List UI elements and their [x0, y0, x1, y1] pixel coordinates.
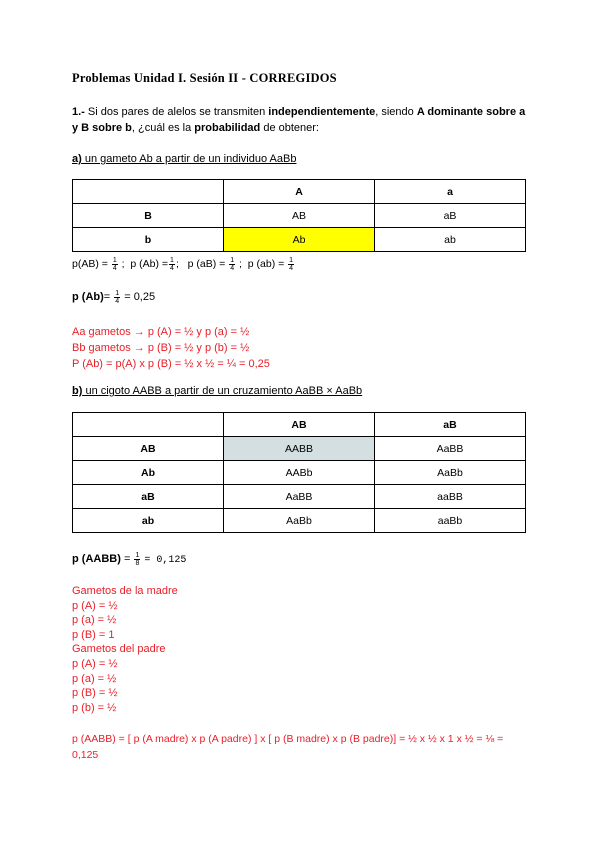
part-a-heading [72, 151, 532, 167]
note-line: Aa gametos → p (A) = ½ y p (a) = ½ [72, 326, 250, 338]
red-notes-a [72, 324, 532, 372]
result-a-label: p (Ab) [72, 291, 104, 303]
part-b-heading [72, 383, 532, 399]
table-row [73, 204, 526, 228]
note-line: p (a) = ½ [72, 614, 117, 627]
table-row [73, 509, 526, 533]
note-line: p (B) = ½ [72, 687, 118, 700]
table-header-cell: a [375, 180, 526, 204]
part-b-label: b) [72, 385, 83, 397]
table-row [73, 228, 526, 252]
row-header-cell: ab [73, 509, 224, 533]
result-a: p (Ab)= $\frac{1}{4}$ = 0,25 [72, 289, 156, 305]
intro-text-3: , ¿cuál es la [131, 122, 195, 134]
row-header-cell: aB [73, 485, 224, 509]
table-header-cell: AB [224, 413, 375, 437]
formula-line: p (AABB) = [ p (A madre) x p (A padre) ] x [ p (B madre) x p (B padre)] = ½ x ½ x 1 x ½ = ⅛ = [72, 733, 504, 745]
part-b-text: un cigoto AABB a partir de un cruzamiento AaBB × AaBb [82, 385, 363, 397]
table-corner-cell [73, 180, 224, 204]
intro-text-2: , siendo [375, 106, 417, 118]
intro-bold-1: independientemente [268, 106, 376, 118]
result-b-label: p (AABB) [72, 553, 121, 565]
fraction: $\frac{1}{4}$ [112, 256, 117, 272]
question-number: 1.- [72, 106, 85, 118]
table-cell: AaBb [375, 461, 526, 485]
fraction: $\frac{1}{4}$ [230, 256, 235, 272]
table-row [73, 485, 526, 509]
row-header-cell: AB [73, 437, 224, 461]
table-cell: aaBb [375, 509, 526, 533]
note-line: Gametos de la madre [72, 585, 178, 597]
table-corner-cell [73, 413, 224, 437]
punnett-table-b [72, 412, 526, 533]
part-a-text: un gameto Ab a partir de un individuo AaBb [81, 153, 297, 165]
note-line: p (A) = ½ [72, 657, 118, 670]
table-header-row [73, 180, 526, 204]
table-cell: AABb [224, 461, 375, 485]
table-cell: AaBB [375, 437, 526, 461]
formula-line: 0,125 [72, 749, 99, 761]
table-cell: AaBb [224, 509, 375, 533]
table-cell: AB [224, 204, 375, 228]
table-cell: aaBB [375, 485, 526, 509]
table-cell: AaBB [224, 485, 375, 509]
note-line: Bb gametos → p (B) = ½ y p (b) = ½ [72, 342, 250, 354]
intro-text-1: Si dos pares de alelos se transmiten [84, 106, 269, 118]
prob-label: p (Ab) = [130, 258, 169, 270]
result-b-value: = 0,125 [144, 555, 187, 566]
punnett-table-a [72, 179, 526, 252]
red-notes-b [72, 584, 532, 715]
intro-bold-3: probabilidad [194, 122, 261, 134]
result-a-value: = 0,25 [121, 291, 156, 303]
table-row [73, 461, 526, 485]
note-line: p (a) = ½ [72, 672, 117, 685]
fraction: $\frac{1}{4}$ [170, 256, 174, 272]
row-header-cell: Ab [73, 461, 224, 485]
row-header-cell: b [73, 228, 224, 252]
prob-label: p(AB) = [72, 258, 111, 270]
note-line: Gametos del padre [72, 643, 166, 656]
note-line: p (B) = 1 [72, 628, 115, 641]
table-header-cell: A [224, 180, 375, 204]
table-header-cell: aB [375, 413, 526, 437]
page-title: Problemas Unidad I. Sesión II - CORREGIDOS [72, 71, 337, 85]
table-cell: ab [375, 228, 526, 252]
final-formula [72, 731, 542, 763]
intro-text-4: de obtener: [260, 122, 319, 134]
result-b: p (AABB) = $\frac{1}{8}$ = 0,125 [72, 551, 187, 567]
prob-label: p (aB) = [187, 258, 229, 270]
note-line: p (b) = ½ [72, 701, 117, 714]
intro-bold-2: A dominante sobre a y B sobre b [72, 106, 526, 134]
prob-label: p (ab) = [247, 258, 288, 270]
fraction: $\frac{1}{4}$ [115, 289, 120, 305]
part-a-label: a) [72, 153, 82, 165]
probabilities-line: p(AB) = $\frac{1}{4}$ ; p (Ab) = $\frac{1}{4}$ ; p (aB) = $\frac{1}{4}$ ; p (ab) = $\frac{1}{4}$ [72, 256, 294, 272]
table-header-row [73, 413, 526, 437]
question-intro [72, 104, 532, 136]
note-line: P (Ab) = p(A) x p (B) = ½ x ½ = ¼ = 0,25 [72, 358, 270, 370]
table-cell: aB [375, 204, 526, 228]
fraction: $\frac{1}{8}$ [135, 551, 140, 567]
table-row [73, 437, 526, 461]
highlighted-cell: Ab [224, 228, 375, 252]
highlighted-cell: AABB [224, 437, 375, 461]
fraction: $\frac{1}{4}$ [289, 256, 294, 272]
row-header-cell: B [73, 204, 224, 228]
note-line: p (A) = ½ [72, 599, 118, 612]
